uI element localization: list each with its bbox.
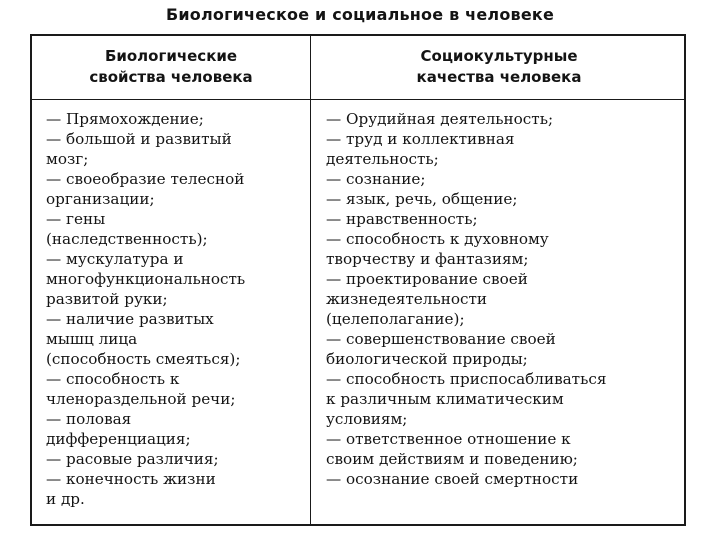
- list-item: — способность к членораздельной речи;: [46, 370, 236, 408]
- header-sociocultural: [312, 46, 686, 88]
- list-item: — гены (наследственность);: [46, 210, 208, 248]
- header-biological-line-1: Биологические: [104, 47, 238, 65]
- biological-properties-list: [46, 109, 306, 509]
- header-biological: [32, 46, 310, 88]
- page-title: Биологическое и социальное в человеке: [165, 5, 555, 24]
- header-sociocultural-line-1: Социокультурные: [420, 47, 578, 65]
- list-item: — нравственность;: [326, 210, 478, 228]
- list-item: — конечность жизни и др.: [46, 470, 216, 508]
- list-item: — совершенствование своей биологической природы;: [326, 330, 556, 368]
- list-item: — наличие развитых мышц лица (способность смеяться);: [46, 310, 241, 368]
- header-biological-line-2: свойства человека: [89, 68, 253, 86]
- list-item: — сознание;: [326, 170, 426, 188]
- list-item: — язык, речь, общение;: [326, 190, 518, 208]
- list-item: — половая дифференциация;: [46, 410, 191, 448]
- list-item: — проектирование своей жизнедеятельности (целеполагание);: [326, 270, 528, 328]
- list-item: — труд и коллективная деятельность;: [326, 130, 515, 168]
- list-item: — способность к духовному творчеству и фантазиям;: [326, 230, 549, 268]
- list-item: — своеобразие телесной организации;: [46, 170, 245, 208]
- list-item: — ответственное отношение к своим действиям и поведению;: [326, 430, 578, 468]
- list-item: — расовые различия;: [46, 450, 219, 468]
- list-item: — осознание своей смертности: [326, 470, 579, 488]
- sociocultural-qualities-list: [326, 109, 686, 489]
- list-item: — большой и развитый мозг;: [46, 130, 232, 168]
- header-sociocultural-line-2: качества человека: [416, 68, 582, 86]
- comparison-table: [30, 34, 686, 526]
- list-item: — способность приспосабливаться к различным климатическим условиям;: [326, 370, 607, 428]
- header-divider: [32, 99, 684, 100]
- column-divider: [310, 36, 311, 524]
- list-item: — Орудийная деятельность;: [326, 110, 554, 128]
- list-item: — Прямохождение;: [46, 110, 204, 128]
- list-item: — мускулатура и многофункциональность развитой руки;: [46, 250, 246, 308]
